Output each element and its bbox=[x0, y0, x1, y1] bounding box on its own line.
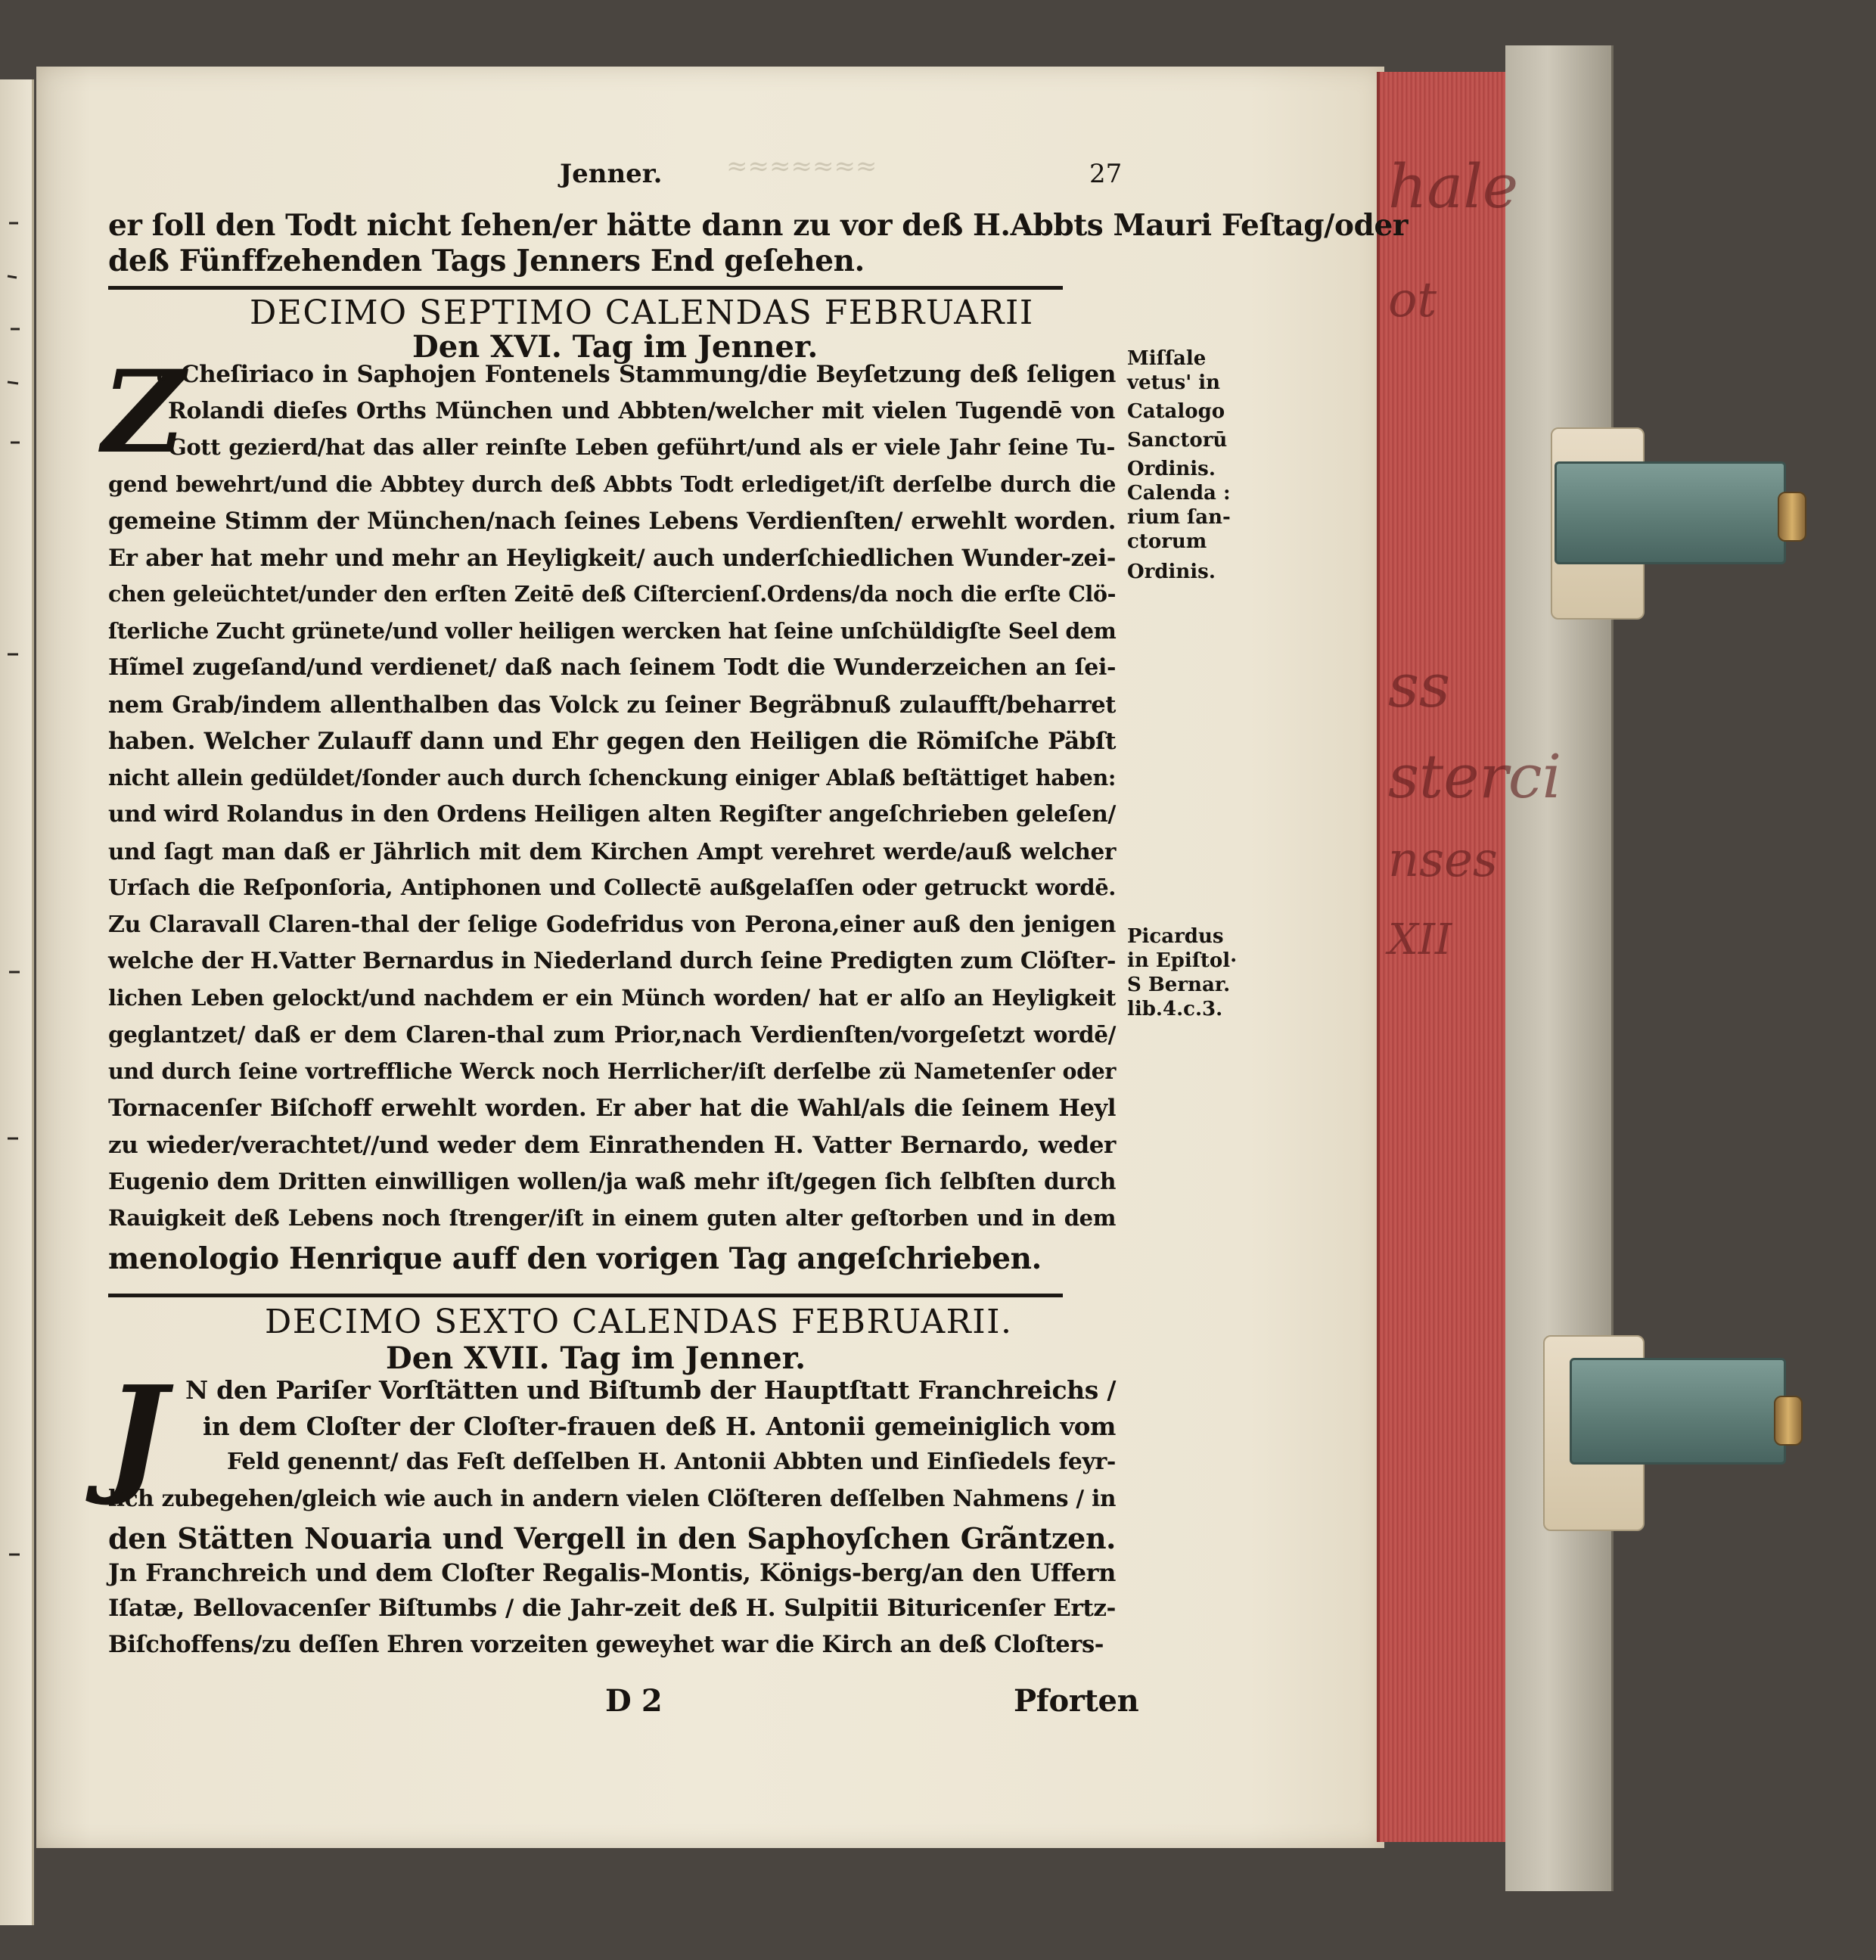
section1-line: Zu Claravall Claren-thal der ſelige Godefridus von Perona,einer auß den jenigen bbox=[108, 911, 1116, 938]
left-facing-page bbox=[0, 79, 34, 1925]
section1-line: zu wieder/verachtet//und weder dem Einrathenden H. Vatter Bernardo, weder bbox=[108, 1131, 1116, 1159]
catchword: Pforten bbox=[1014, 1683, 1139, 1719]
section2-subheading: Den XVII. Tag im Jenner. bbox=[386, 1340, 806, 1376]
margin-note-1-line: Calenda : bbox=[1127, 482, 1231, 505]
section2-line: Biſchoffens/zu deſſen Ehren vorzeiten geweyhet war die Kirch an deß Cloſters- bbox=[108, 1631, 1104, 1659]
section1-line: u Cheſiriaco in Saphojen Fontenels Stammung/die Beyſetzung deß ſeligen bbox=[155, 361, 1116, 388]
book-cover-edge bbox=[1505, 45, 1614, 1891]
section1-dropcap: Z bbox=[102, 346, 185, 479]
margin-note-1-line: vetus' in bbox=[1127, 371, 1220, 394]
section1-line: nem Grab/indem allenthalben das Volck zu ſeiner Begräbnuß zulaufft/beharret bbox=[108, 691, 1116, 719]
section1-line: und ſagt man daß er Jährlich mit dem Kirchen Ampt verehret werde/auß welcher bbox=[108, 837, 1116, 865]
section1-line: haben. Welcher Zulauff dann und Ehr gegen den Heiligen die Römiſche Päbſt bbox=[108, 728, 1116, 755]
section1-line: Gott gezierd/hat das aller reinſte Leben geführt/und als er viele Jahr ſeine Tu- bbox=[168, 434, 1115, 460]
section1-line: gend bewehrt/und die Abbtey durch deß Abbts Todt erlediget/iſt derſelbe durch die bbox=[108, 471, 1116, 497]
fore-edge-ink-5: nses bbox=[1388, 832, 1498, 888]
margin-note-2-line: Picardus bbox=[1127, 925, 1224, 948]
margin-note-1-line: Ordinis. bbox=[1127, 561, 1216, 583]
fore-edge-ink-1: hale bbox=[1388, 151, 1519, 222]
clasp-upper-metal bbox=[1555, 461, 1786, 564]
section1-line: lichen Leben gelockt/und nachdem er ein Münch worden/ hat er alſo an Heyligkeit bbox=[108, 984, 1116, 1011]
fore-edge-ink-6: XII bbox=[1388, 915, 1452, 964]
margin-note-2-line: lib.4.c.3. bbox=[1127, 998, 1223, 1020]
section2-line: N den Pariſer Vorſtätten und Biſtumb der Hauptſtatt Franchreichs / bbox=[185, 1375, 1116, 1405]
fore-edge-ink-3: ss bbox=[1388, 651, 1451, 721]
clasp-upper-pin bbox=[1778, 492, 1806, 542]
section1-heading: DECIMO SEPTIMO CALENDAS FEBRUARII bbox=[250, 294, 1034, 332]
margin-note-1-line: rium ſan- bbox=[1127, 506, 1231, 529]
clasp-lower-metal bbox=[1570, 1358, 1786, 1465]
section2-heading: DECIMO SEXTO CALENDAS FEBRUARII. bbox=[265, 1303, 1013, 1341]
section1-line: Hĩmel zugeſand/und verdienet/ daß nach ſeinem Todt die Wunderzeichen an ſei- bbox=[108, 654, 1116, 681]
section1-line: Rolandi dieſes Orths München und Abbten/welcher mit vielen Tugendē von bbox=[168, 397, 1115, 424]
section1-line: welche der H.Vatter Bernardus in Niederland durch ſeine Predigten zum Clöſter- bbox=[108, 948, 1117, 974]
page-number: 27 bbox=[1089, 159, 1123, 189]
section1-line: Er aber hat mehr und mehr an Heyligkeit/ auch underſchiedlichen Wunder-zei- bbox=[108, 544, 1116, 572]
margin-note-1 bbox=[1127, 346, 1231, 584]
section-rule bbox=[108, 286, 1063, 290]
section2-line: in dem Cloſter der Cloſter-frauen deß H. Antonii gemeiniglich vom bbox=[203, 1412, 1116, 1442]
margin-note-2 bbox=[1127, 924, 1237, 1021]
signature-mark: D 2 bbox=[605, 1683, 663, 1719]
fore-edge-ink-2: ot bbox=[1388, 272, 1437, 328]
section1-line: nicht allein gedüldet/ſonder auch durch ſchenckung einiger Ablaß beſtättiget haben: bbox=[108, 764, 1116, 791]
section1-line: chen geleüchtet/under den erſten Zeitē deß Ciſtercienſ.Ordens/da noch die erſte Clö- bbox=[108, 581, 1116, 607]
section1-line: und wird Rolandus in den Ordens Heiligen alten Regiſter angeſchrieben geleſen/ bbox=[108, 801, 1116, 828]
section1-line: geglantzet/ daß er dem Claren-thal zum Prior,nach Verdienſten/vorgeſetzt wordē/ bbox=[108, 1021, 1116, 1048]
section1-line: Eugenio dem Dritten einwilligen wollen/ja waß mehr iſt/gegen ſich ſelbſten durch bbox=[108, 1168, 1116, 1194]
section1-line: Rauigkeit deß Lebens noch ſtrenger/iſt in einem guten alter geſtorben und in dem bbox=[108, 1204, 1116, 1231]
section1-line: Urſach die Reſponſoria, Antiphonen und Collectē außgelaſſen oder getruckt wordē. bbox=[108, 874, 1116, 900]
section2-line: Iſatæ, Bellovacenſer Biſtumbs / die Jahr-zeit deß H. Sulpitii Bituricenſer Ertz- bbox=[108, 1594, 1116, 1622]
section1-line: und durch ſeine vortreffliche Werck noch Herrlicher/iſt derſelbe zü Nametenſer oder bbox=[108, 1058, 1116, 1084]
margin-note-1-line: ctorum bbox=[1127, 530, 1207, 553]
top-line-1: er ſoll den Todt nicht ſehen/er hätte dann zu vor deß H.Abbts Mauri Feſtag/oder bbox=[108, 208, 1409, 243]
margin-note-2-line: in Epiſtol· bbox=[1127, 949, 1238, 972]
top-line-2: deß Fünffzehenden Tags Jenners End geſehen. bbox=[108, 244, 865, 278]
section-rule bbox=[108, 1294, 1063, 1297]
fore-edge-ink-4: sterci bbox=[1388, 741, 1562, 812]
section2-dropcap: J bbox=[106, 1358, 167, 1509]
section1-subheading: Den XVI. Tag im Jenner. bbox=[412, 329, 818, 365]
margin-note-1-line: Miſſale bbox=[1127, 347, 1207, 370]
margin-note-1-line: Ordinis. bbox=[1127, 458, 1216, 480]
margin-note-1-line: Sanctorū bbox=[1127, 429, 1228, 452]
running-head-title: Jenner. bbox=[560, 159, 663, 189]
section2-line: den Stätten Nouaria und Vergell in den Saphoyſchen Grãntzen. bbox=[108, 1521, 1116, 1556]
section2-line: Jn Franchreich und dem Cloſter Regalis-Montis, Königs-berg/an den Uffern bbox=[108, 1558, 1116, 1587]
section2-line: Feld genennt/ das Feſt deſſelben H. Antonii Abbten und Einſiedels feyr- bbox=[227, 1448, 1116, 1475]
left-page-edge-marks bbox=[3, 79, 26, 1925]
show-through-text: ≈≈≈≈≈≈≈ bbox=[726, 151, 877, 182]
section1-line: ſterliche Zucht grünete/und voller heiligen wercken hat ſeine unſchüldigſte Seel dem bbox=[108, 617, 1117, 644]
section2-line: lich zubegehen/gleich wie auch in andern vielen Clöſteren deſſelben Nahmens / in bbox=[108, 1484, 1116, 1511]
margin-note-2-line: S Bernar. bbox=[1127, 974, 1231, 996]
margin-note-1-line: Catalogo bbox=[1127, 400, 1225, 423]
section1-line: gemeine Stimm der München/nach ſeines Lebens Verdienſten/ erwehlt worden. bbox=[108, 508, 1116, 535]
section1-line: menologio Henrique auff den vorigen Tag angeſchrieben. bbox=[108, 1241, 1042, 1276]
clasp-lower-pin bbox=[1774, 1396, 1803, 1446]
section1-line: Tornacenſer Biſchoff erwehlt worden. Er aber hat die Wahl/als die ſeinem Heyl bbox=[108, 1095, 1116, 1122]
